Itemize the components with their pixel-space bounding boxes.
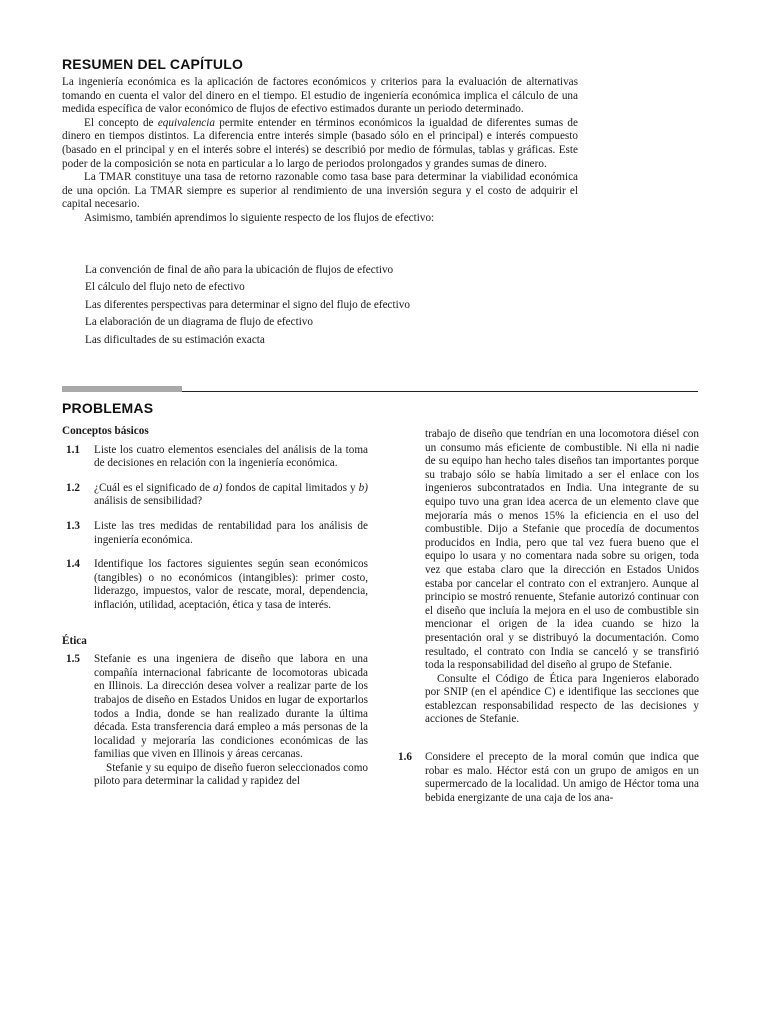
basic-concepts-heading: Conceptos básicos [62, 425, 149, 437]
ethics-heading: Ética [62, 634, 87, 647]
problems-left-column [62, 425, 368, 800]
problem-1-6 [398, 751, 699, 805]
summary-title: RESUMEN DEL CAPÍTULO [62, 56, 244, 72]
ethics-code-instruction: Consulte el Código de Ética para Ingenieros elaborado por SNIP (en el apéndice C) e identifique las secciones que establezcan responsabilidad respecto de las decisiones y acciones de Stefanie. [425, 672, 699, 726]
list-item: El cálculo del flujo neto de efectivo [85, 281, 245, 294]
summary-text [62, 76, 578, 226]
problem-text: Considere el precepto de la moral común que indica que robar es malo. Héctor está con un grupo de amigos en un supermercado de la localidad. Un amigo de Héctor toma una bebida energizante de una caja de los ana- [425, 751, 699, 804]
problems-right-column [398, 428, 699, 805]
list-item: Las diferentes perspectivas para determinar el signo del flujo de efectivo [85, 298, 410, 311]
problem-1-4 [62, 558, 368, 612]
problem-1-5-continued: trabajo de diseño que tendrían en una locomotora diésel con un consumo más eficiente de combustible. Ni ella ni nadie de su equipo han hecho tales diseños tan importantes porque su trabajo sólo se había limitado a ser el enlace con los ingenieros subcontratados en India. Una integrante de su equipo tuvo una gran idea acerca de un elemento clave que mejoraría más o menos 15% la eficiencia en el uso del combustible. Dijo a Stefanie que procedía de documentos producidos en India, pero que tal vez fuera bueno que el equipo lo usara y no comentara nada sobre su origen, toda vez que estaba claro que la dirección en Estados Unidos estaba por cancelar el contrato con el extranjero. Aunque al principio se mostró renuente, Stefanie autorizó continuar con el diseño que incluía la mejora en el uso de combustible sin mencionar el origen de la idea cuando se hizo la presentación oral y se distribuyó la documentación. Como resultado, el contrato con India se canceló y se transfirió toda la responsabilidad del diseño al grupo de Stefanie. Consulte el Código de Ética para Ingenieros elaborado por SNIP (en el apéndice C) e identifique las secciones que establezcan responsabilidad respecto de las decisiones y acciones de Stefanie. [425, 428, 699, 726]
problem-text: Liste los cuatro elementos esenciales del análisis de la toma de decisiones en relación con la ingeniería económica. [94, 443, 368, 470]
summary-paragraph-3: La TMAR constituye una tasa de retorno razonable como tasa base para determinar la viabilidad económica de una opción. La TMAR siempre es superior al rendimiento de una inversión segura y el costo de adquirir el capital necesario. [62, 171, 578, 211]
problem-text: Liste las tres medidas de rentabilidad para los análisis de ingeniería económica. [94, 519, 368, 546]
problem-number: 1.5 [66, 653, 80, 666]
list-item: La convención de final de año para la ubicación de flujos de efectivo [85, 264, 394, 276]
problem-text: ¿Cuál es el significado de a) fondos de capital limitados y b) análisis de sensibilidad? [94, 481, 368, 508]
section-rule-thick [62, 386, 182, 392]
problem-number: 1.2 [66, 481, 80, 494]
summary-paragraph-4: Asimismo, también aprendimos lo siguiente respecto de los flujos de efectivo: [84, 211, 435, 224]
equivalence-term: equivalencia [157, 116, 215, 129]
section-rule-thin [182, 391, 698, 392]
problem-text: Identifique los factores siguientes según sean económicos (tangibles) o no económicos (intangibles): primer costo, liderazgo, impuestos, valor de rescate, moral, dependencia, inflación, utilidad, aceptación, ética y tasa de interés. [94, 558, 368, 611]
problem-1-3 [62, 520, 368, 547]
problem-number: 1.4 [66, 558, 80, 571]
problem-1-5 [62, 653, 368, 789]
problem-1-1 [62, 444, 368, 471]
list-item: La elaboración de un diagrama de flujo de efectivo [85, 316, 313, 329]
summary-list [85, 262, 555, 349]
problem-1-2 [62, 482, 368, 509]
problems-title: PROBLEMAS [62, 400, 154, 416]
summary-paragraph-2: El concepto de equivalencia permite entender en términos económicos la igualdad de diferentes sumas de dinero en tiempos distintos. La diferencia entre interés simple (basado sólo en el principal) e interés compuesto (basado en el principal y en el interés sobre el interés) se describió por medio de fórmulas, tablas y gráficas. Este poder de la composición se nota en particular a lo largo de periodos prolongados y grandes sumas de dinero. [62, 116, 578, 170]
list-item: Las dificultades de su estimación exacta [85, 333, 265, 346]
problem-number: 1.6 [398, 751, 412, 764]
summary-paragraph-1: La ingeniería económica es la aplicación de factores económicos y criterios para la evaluación de alternativas tomando en cuenta el valor del dinero en el tiempo. El estudio de ingeniería económica implica el cálculo de una medida específica de valor económico de flujos de efectivo estimados durante un periodo determinado. [62, 76, 578, 116]
problem-text: Stefanie es una ingeniera de diseño que labora en una compañía internacional fabricante de locomotoras ubicada en Illinois. La dirección desea volver a realizar parte de los trabajos de diseño en Estados Unidos en lugar de exportarlos todos a India, donde se han realizado durante la última década. Esta transferencia dará empleo a más personas de la localidad y mejoraría las condiciones económicas de las familias que viven en Illinois y áreas cercanas. Stefanie y su equipo de diseño fueron seleccionados como piloto para determinar la calidad y rapidez del [94, 653, 368, 788]
problem-number: 1.3 [66, 519, 80, 532]
problem-number: 1.1 [66, 443, 80, 456]
